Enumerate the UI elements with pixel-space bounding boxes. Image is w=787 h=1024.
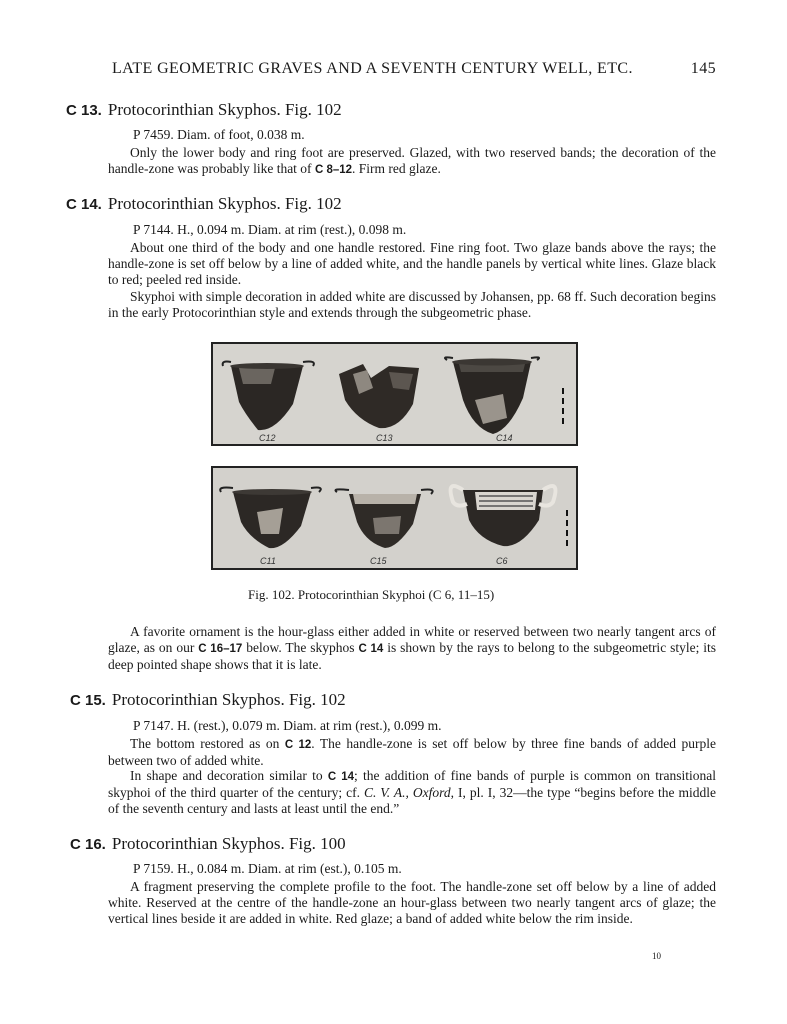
cross-reference: C 14	[358, 643, 384, 656]
entry-heading-c13	[66, 100, 342, 120]
figure-label: C15	[370, 556, 387, 566]
figure-photo-top	[211, 342, 578, 446]
skyphoi-photo-bottom	[213, 468, 576, 568]
figure-photo-bottom	[211, 466, 578, 570]
signature-mark: 10	[652, 951, 661, 961]
page-number: 145	[690, 60, 716, 77]
cross-reference: C 12	[284, 739, 312, 751]
catalogue-number: C 14.	[66, 196, 102, 213]
catalogue-number: C 15.	[70, 692, 106, 709]
skyphoi-photo-top	[213, 344, 576, 444]
entry-heading-c16	[70, 834, 346, 854]
publication-citation: C. V. A., Oxford	[363, 785, 451, 801]
running-head-title: LATE GEOMETRIC GRAVES AND A SEVENTH CENTURY WELL, ETC.	[112, 60, 633, 77]
entry-title: Protocorinthian Skyphos. Fig. 102	[107, 194, 342, 213]
figure-label: C14	[496, 433, 513, 443]
entry-title: Protocorinthian Skyphos. Fig. 102	[107, 100, 342, 119]
entry-meta-c13: P 7459. Diam. of foot, 0.038 m.	[133, 127, 305, 142]
entry-text-c15-p1: The bottom restored as on C 12. The handle-zone is set off below by three fine bands of added purple between two of added white.	[108, 736, 716, 769]
entry-meta-c16: P 7159. H., 0.084 m. Diam. at rim (est.), 0.105 m.	[133, 861, 402, 876]
catalogue-number: C 16.	[70, 836, 106, 853]
figure-caption: Fig. 102. Protocorinthian Skyphoi (C 6, 11–15)	[248, 587, 495, 602]
cross-reference: C 8–12	[314, 164, 353, 177]
entry-text-c14-p2: Skyphoi with simple decoration in added white are discussed by Johansen, pp. 68 ff. Such decoration begins in the early Protocorinthian style and extends through the subgeometric phase.	[108, 289, 716, 321]
figure-label: C12	[259, 433, 276, 443]
entry-title: Protocorinthian Skyphos. Fig. 102	[111, 690, 346, 709]
entry-meta-c15: P 7147. H. (rest.), 0.079 m. Diam. at rim (rest.), 0.099 m.	[133, 718, 442, 733]
figure-label: C11	[260, 556, 276, 566]
cross-reference: C 14	[327, 771, 354, 783]
entry-text-c15-p2: In shape and decoration similar to C 14; the addition of fine bands of purple is common on transitional skyphoi of the third quarter of the century; cf. C. V. A., Oxford, I, pl. I, 32—the type “begins before the middle of the seventh century and lasts at least until the end.”	[108, 768, 716, 817]
entry-meta-c14: P 7144. H., 0.094 m. Diam. at rim (rest.), 0.098 m.	[133, 222, 407, 237]
figure-label: C6	[496, 556, 508, 566]
catalogue-number: C 13.	[66, 102, 102, 119]
figure-label: C13	[376, 433, 393, 443]
entry-text-c14-p1: About one third of the body and one handle restored. Fine ring foot. Two glaze bands above the rays; the handle-zone is set off below by a line of added white, and the handle panels by vertical white lines. Glaze black to red; peeled red inside.	[108, 240, 716, 288]
cross-reference: C 16–17	[198, 643, 243, 656]
interlude-paragraph: A favorite ornament is the hour-glass either added in white or reserved between two nearly tangent arcs of glaze, as on our C 16–17 below. The skyphos C 14 is shown by the rays to belong to the subgeometric style; its deep pointed shape shows that it is late.	[108, 624, 717, 673]
entry-heading-c15	[70, 690, 346, 710]
entry-heading-c14	[66, 194, 342, 214]
entry-text-c13: Only the lower body and ring foot are preserved. Glazed, with two reserved bands; the decoration of the handle-zone was probably like that of C 8–12. Firm red glaze.	[108, 145, 716, 177]
entry-title: Protocorinthian Skyphos. Fig. 100	[111, 834, 346, 853]
running-head	[112, 60, 716, 78]
entry-text-c16: A fragment preserving the complete profile to the foot. The handle-zone set off below by a line of added white. Reserved at the centre of the handle-zone an hour-glass between two nearly tangent arcs of glaze; the vertical lines beside it are added in white. Red glaze; a band of added white below the rim inside.	[108, 879, 716, 927]
